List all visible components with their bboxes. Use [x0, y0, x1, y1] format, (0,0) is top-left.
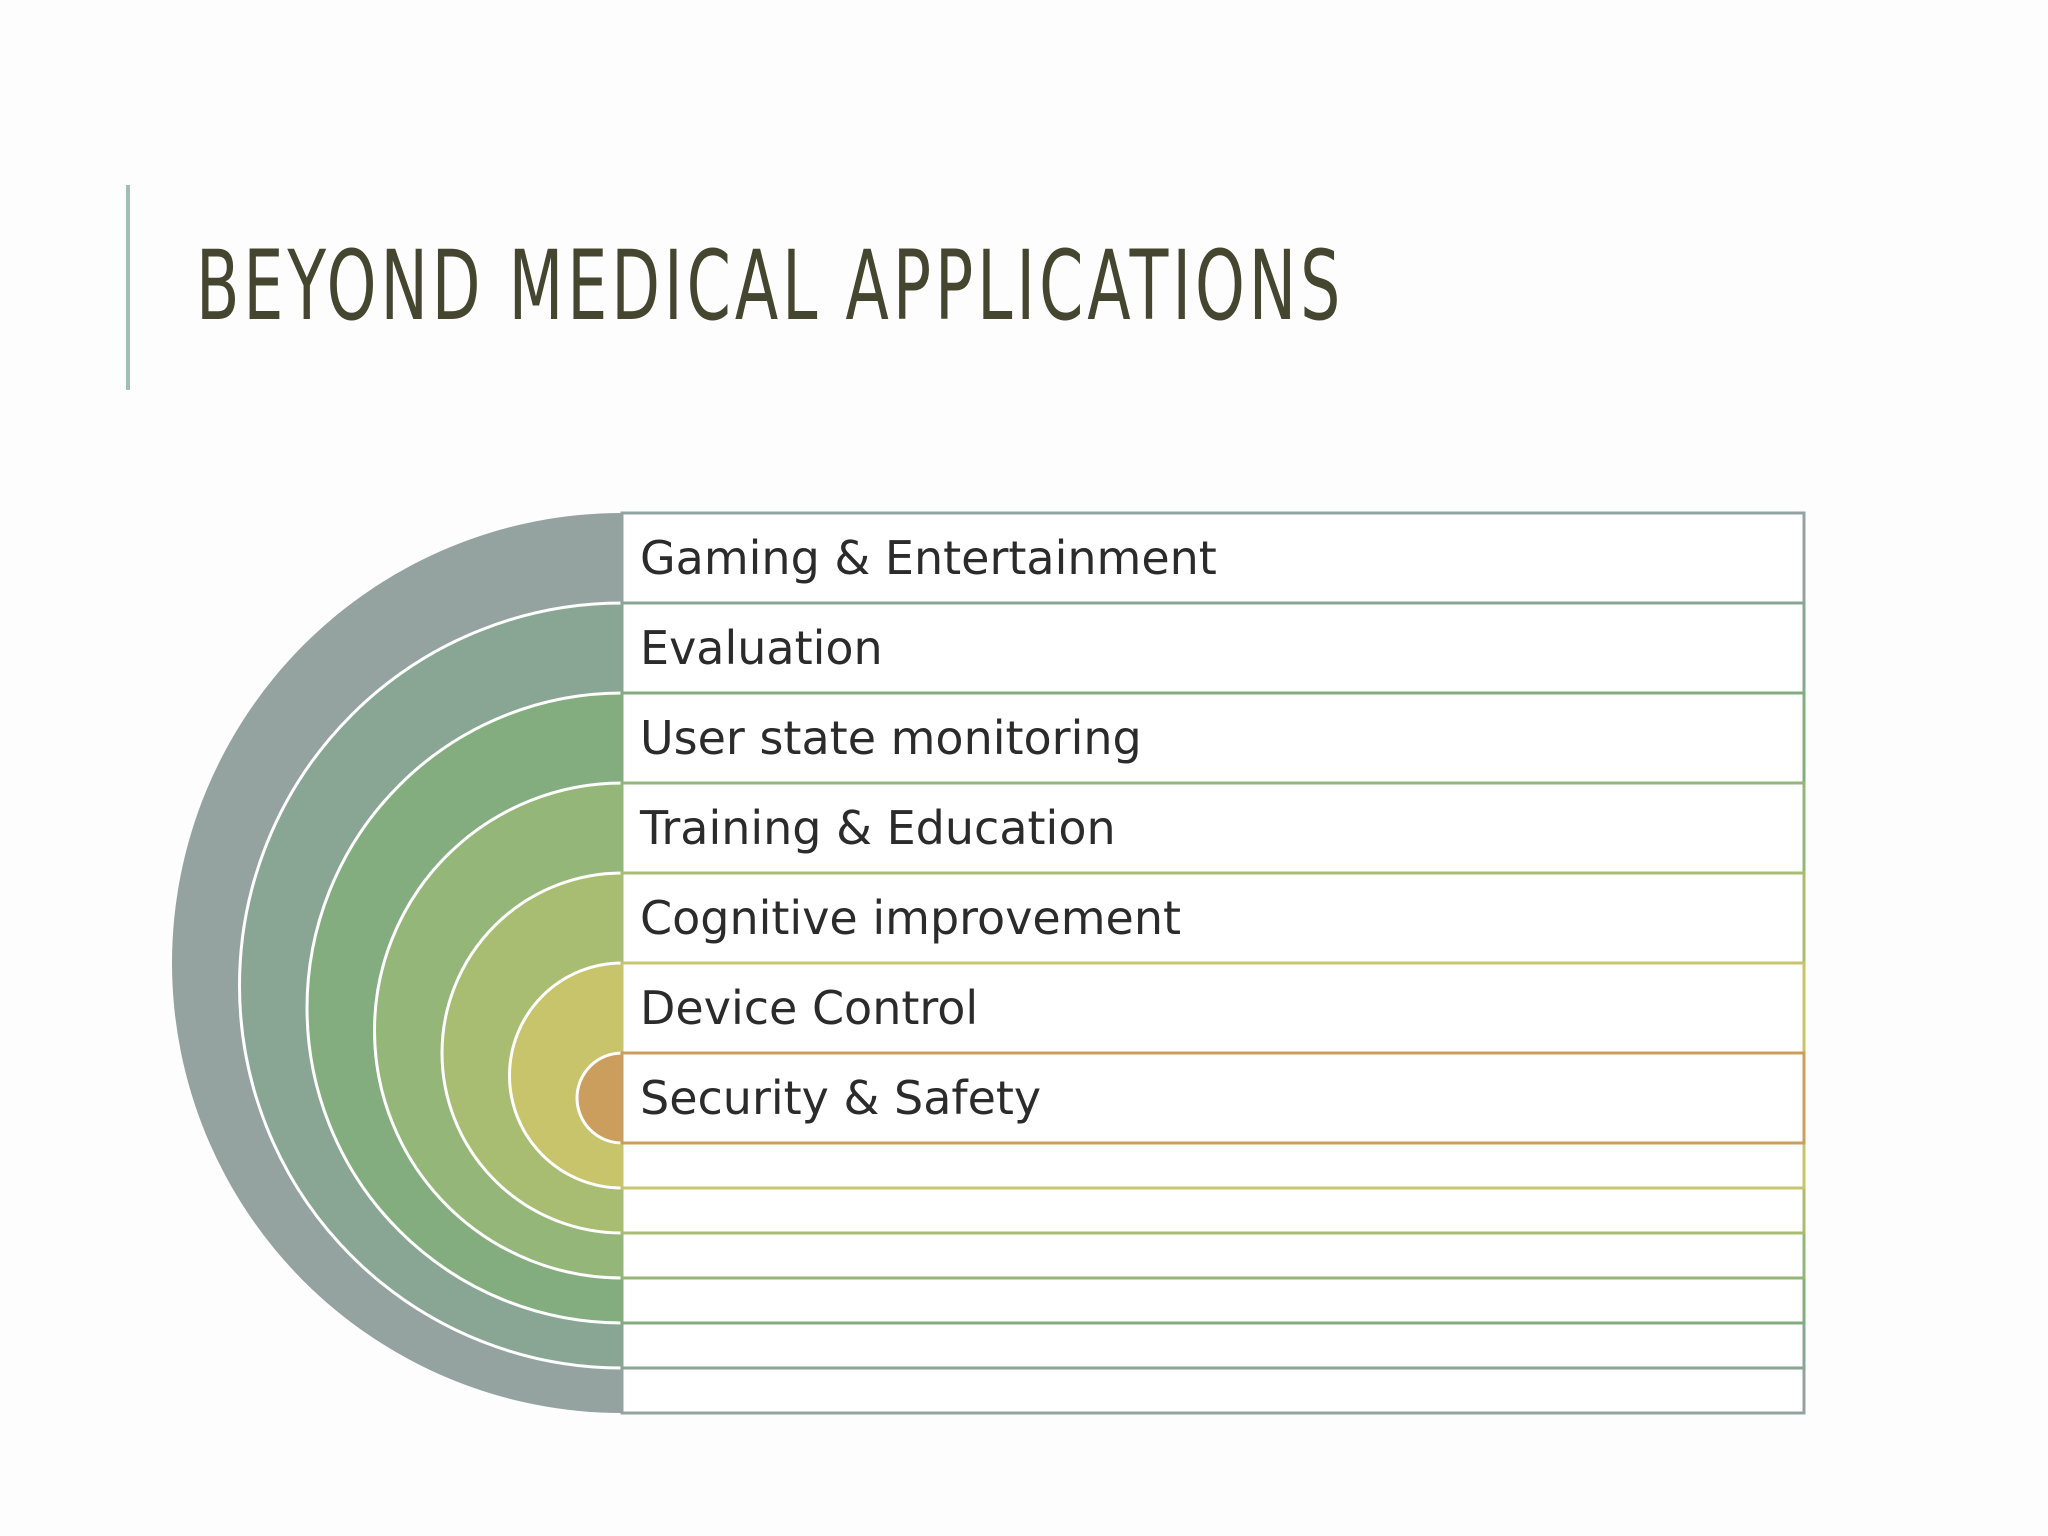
- strip-device-control: [622, 1143, 1804, 1188]
- label-cognitive-improvement: Cognitive improvement: [640, 891, 1182, 945]
- strip-cognitive-improvement: [622, 1188, 1804, 1233]
- label-device-control: Device Control: [640, 981, 979, 1035]
- strip-gaming-and-entertainment: [622, 1368, 1804, 1413]
- target-arcs: [172, 513, 622, 1413]
- strip-evaluation: [622, 1323, 1804, 1368]
- strip-user-state-monitoring: [622, 1278, 1804, 1323]
- strip-training-and-education: [622, 1233, 1804, 1278]
- page-title: BEYOND MEDICAL APPLICATIONS: [196, 230, 1345, 342]
- label-training-and-education: Training & Education: [640, 801, 1116, 855]
- label-security-and-safety: Security & Safety: [640, 1071, 1042, 1125]
- label-gaming-and-entertainment: Gaming & Entertainment: [640, 531, 1217, 585]
- label-user-state-monitoring: User state monitoring: [640, 711, 1142, 765]
- label-evaluation: Evaluation: [640, 621, 883, 675]
